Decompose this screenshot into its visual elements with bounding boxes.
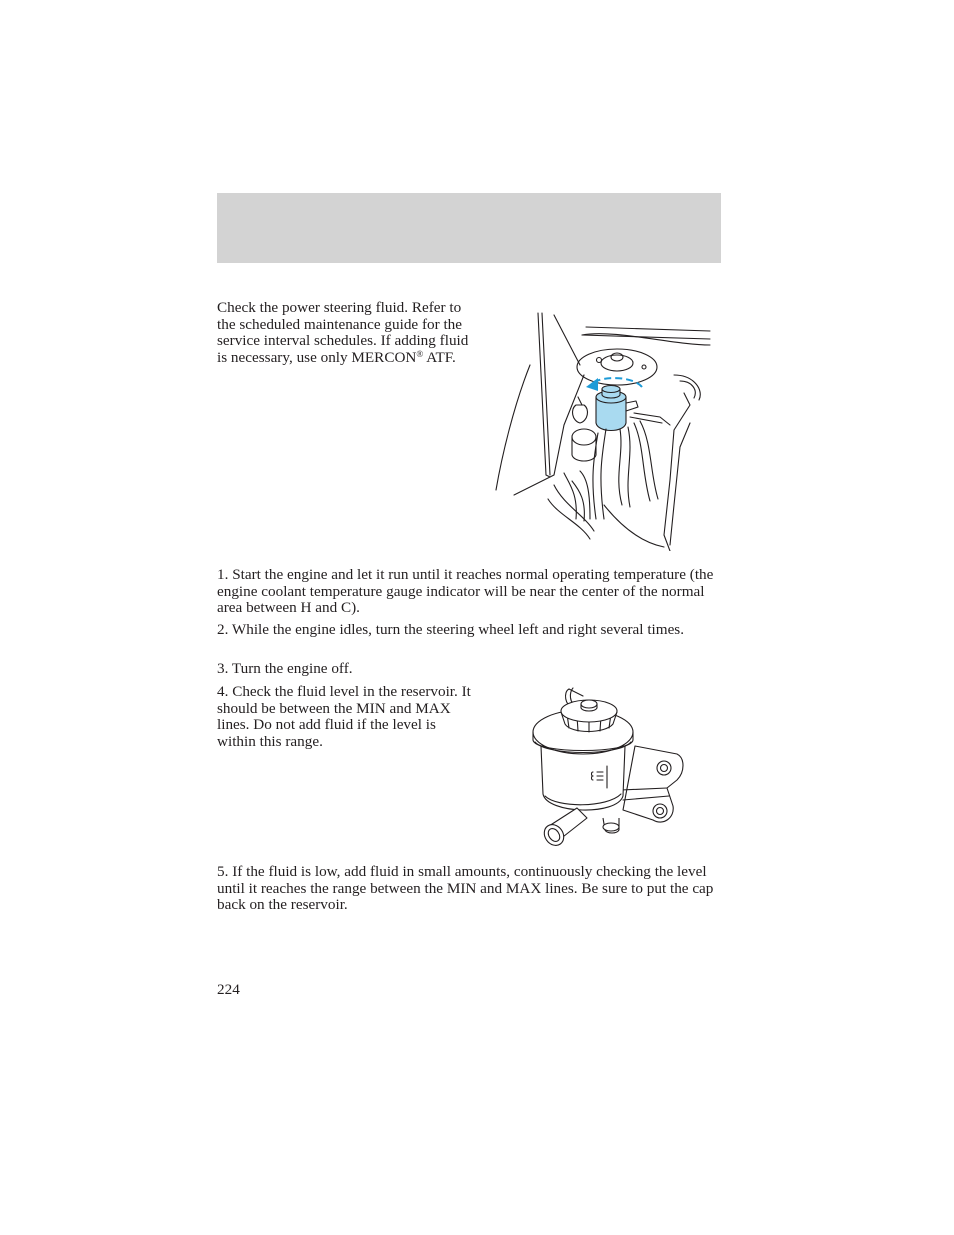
page-number: 224 bbox=[217, 981, 240, 998]
step-3-text: 3. Turn the engine off. bbox=[217, 660, 353, 677]
step-2-text: 2. While the engine idles, turn the steering wheel left and right several times. bbox=[217, 621, 685, 638]
registered-mark: ® bbox=[416, 348, 424, 359]
step-1-text: 1. Start the engine and let it run until it reaches normal operating temperature (the engine coolant temperature gauge indicator will be near the center of the normal area between H and C). bbox=[217, 566, 714, 616]
section-header-band bbox=[217, 193, 721, 263]
intro-paragraph bbox=[217, 300, 477, 366]
intro-text: Check the power steering fluid. Refer to the scheduled maintenance guide for the service interval schedules. If adding fluid is necessary, use only MERCON bbox=[217, 299, 469, 366]
step-5-text: 5. If the fluid is low, add fluid in small amounts, continuously checking the level until it reaches the range between the MIN and MAX lines. Be sure to put the cap back on the reservoir. bbox=[217, 863, 714, 913]
fluid-reservoir-illustration bbox=[527, 684, 689, 852]
step-4-text: 4. Check the fluid level in the reservoir. It should be between the MIN and MAX lines. Do not add fluid if the level is within this range. bbox=[217, 683, 471, 750]
intro-text-after: ATF. bbox=[423, 348, 456, 366]
engine-compartment-illustration bbox=[494, 305, 714, 551]
